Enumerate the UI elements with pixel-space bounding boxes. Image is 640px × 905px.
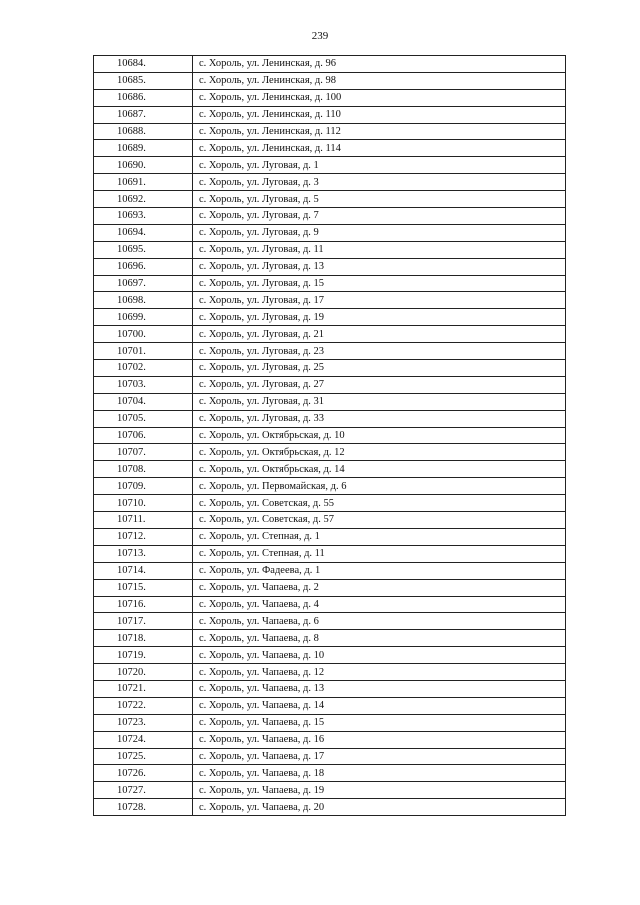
row-number-cell: 10714.: [94, 562, 193, 579]
table-row: [94, 512, 566, 529]
row-number-cell: 10711.: [94, 512, 193, 529]
address-cell: с. Хороль, ул. Луговая, д. 13: [193, 258, 566, 275]
row-number-cell: 10692.: [94, 191, 193, 208]
table-row: [94, 765, 566, 782]
address-cell: с. Хороль, ул. Луговая, д. 31: [193, 393, 566, 410]
row-number-cell: 10684.: [94, 56, 193, 73]
row-number-cell: 10706.: [94, 427, 193, 444]
address-cell: с. Хороль, ул. Чапаева, д. 20: [193, 799, 566, 816]
address-cell: с. Хороль, ул. Луговая, д. 3: [193, 174, 566, 191]
table-row: [94, 478, 566, 495]
page-number: 239: [311, 30, 329, 42]
table-row: [94, 376, 566, 393]
row-number-cell: 10694.: [94, 224, 193, 241]
address-cell: с. Хороль, ул. Чапаева, д. 10: [193, 647, 566, 664]
table-row: [94, 782, 566, 799]
address-cell: с. Хороль, ул. Луговая, д. 7: [193, 208, 566, 225]
address-cell: с. Хороль, ул. Луговая, д. 27: [193, 376, 566, 393]
table-row: [94, 664, 566, 681]
table-row: [94, 630, 566, 647]
table-row: [94, 157, 566, 174]
row-number-cell: 10727.: [94, 782, 193, 799]
row-number-cell: 10715.: [94, 579, 193, 596]
row-number-cell: 10721.: [94, 680, 193, 697]
row-number-cell: 10698.: [94, 292, 193, 309]
address-cell: с. Хороль, ул. Чапаева, д. 17: [193, 748, 566, 765]
table-row: [94, 697, 566, 714]
address-cell: с. Хороль, ул. Луговая, д. 25: [193, 360, 566, 377]
row-number-cell: 10728.: [94, 799, 193, 816]
address-cell: с. Хороль, ул. Степная, д. 1: [193, 528, 566, 545]
address-cell: с. Хороль, ул. Ленинская, д. 100: [193, 89, 566, 106]
table-row: [94, 292, 566, 309]
address-cell: с. Хороль, ул. Советская, д. 57: [193, 512, 566, 529]
row-number-cell: 10713.: [94, 545, 193, 562]
table-row: [94, 596, 566, 613]
address-cell: с. Хороль, ул. Луговая, д. 21: [193, 326, 566, 343]
table-row: [94, 427, 566, 444]
address-table-body: [94, 56, 566, 816]
table-row: [94, 191, 566, 208]
row-number-cell: 10704.: [94, 393, 193, 410]
table-row: [94, 495, 566, 512]
table-row: [94, 799, 566, 816]
row-number-cell: 10726.: [94, 765, 193, 782]
address-cell: с. Хороль, ул. Октябрьская, д. 10: [193, 427, 566, 444]
row-number-cell: 10685.: [94, 72, 193, 89]
row-number-cell: 10701.: [94, 343, 193, 360]
table-row: [94, 309, 566, 326]
table-row: [94, 326, 566, 343]
row-number-cell: 10702.: [94, 360, 193, 377]
table-row: [94, 89, 566, 106]
address-cell: с. Хороль, ул. Ленинская, д. 96: [193, 56, 566, 73]
address-cell: с. Хороль, ул. Луговая, д. 11: [193, 241, 566, 258]
row-number-cell: 10710.: [94, 495, 193, 512]
address-cell: с. Хороль, ул. Советская, д. 55: [193, 495, 566, 512]
row-number-cell: 10705.: [94, 410, 193, 427]
row-number-cell: 10709.: [94, 478, 193, 495]
table-row: [94, 241, 566, 258]
table-row: [94, 545, 566, 562]
row-number-cell: 10688.: [94, 123, 193, 140]
address-cell: с. Хороль, ул. Чапаева, д. 15: [193, 714, 566, 731]
address-cell: с. Хороль, ул. Октябрьская, д. 14: [193, 461, 566, 478]
table-row: [94, 461, 566, 478]
row-number-cell: 10693.: [94, 208, 193, 225]
address-cell: с. Хороль, ул. Чапаева, д. 12: [193, 664, 566, 681]
address-cell: с. Хороль, ул. Ленинская, д. 114: [193, 140, 566, 157]
table-row: [94, 647, 566, 664]
row-number-cell: 10699.: [94, 309, 193, 326]
table-row: [94, 224, 566, 241]
address-cell: с. Хороль, ул. Луговая, д. 23: [193, 343, 566, 360]
table-row: [94, 123, 566, 140]
address-cell: с. Хороль, ул. Луговая, д. 17: [193, 292, 566, 309]
row-number-cell: 10697.: [94, 275, 193, 292]
row-number-cell: 10691.: [94, 174, 193, 191]
table-row: [94, 72, 566, 89]
row-number-cell: 10720.: [94, 664, 193, 681]
row-number-cell: 10703.: [94, 376, 193, 393]
address-cell: с. Хороль, ул. Ленинская, д. 98: [193, 72, 566, 89]
row-number-cell: 10722.: [94, 697, 193, 714]
address-cell: с. Хороль, ул. Ленинская, д. 112: [193, 123, 566, 140]
row-number-cell: 10700.: [94, 326, 193, 343]
address-cell: с. Хороль, ул. Чапаева, д. 13: [193, 680, 566, 697]
address-cell: с. Хороль, ул. Ленинская, д. 110: [193, 106, 566, 123]
table-row: [94, 393, 566, 410]
address-cell: с. Хороль, ул. Чапаева, д. 18: [193, 765, 566, 782]
address-cell: с. Хороль, ул. Луговая, д. 1: [193, 157, 566, 174]
table-row: [94, 343, 566, 360]
row-number-cell: 10696.: [94, 258, 193, 275]
table-row: [94, 444, 566, 461]
table-row: [94, 258, 566, 275]
address-cell: с. Хороль, ул. Луговая, д. 9: [193, 224, 566, 241]
row-number-cell: 10724.: [94, 731, 193, 748]
address-cell: с. Хороль, ул. Луговая, д. 19: [193, 309, 566, 326]
address-cell: с. Хороль, ул. Чапаева, д. 14: [193, 697, 566, 714]
row-number-cell: 10712.: [94, 528, 193, 545]
row-number-cell: 10719.: [94, 647, 193, 664]
table-row: [94, 714, 566, 731]
address-cell: с. Хороль, ул. Чапаева, д. 2: [193, 579, 566, 596]
table-row: [94, 56, 566, 73]
row-number-cell: 10707.: [94, 444, 193, 461]
table-row: [94, 174, 566, 191]
row-number-cell: 10718.: [94, 630, 193, 647]
address-cell: с. Хороль, ул. Первомайская, д. 6: [193, 478, 566, 495]
address-table: [93, 55, 566, 816]
address-cell: с. Хороль, ул. Луговая, д. 33: [193, 410, 566, 427]
row-number-cell: 10695.: [94, 241, 193, 258]
address-cell: с. Хороль, ул. Чапаева, д. 6: [193, 613, 566, 630]
table-row: [94, 208, 566, 225]
row-number-cell: 10686.: [94, 89, 193, 106]
address-cell: с. Хороль, ул. Луговая, д. 5: [193, 191, 566, 208]
table-row: [94, 140, 566, 157]
table-row: [94, 613, 566, 630]
table-row: [94, 106, 566, 123]
table-row: [94, 528, 566, 545]
table-row: [94, 410, 566, 427]
address-cell: с. Хороль, ул. Луговая, д. 15: [193, 275, 566, 292]
row-number-cell: 10690.: [94, 157, 193, 174]
table-row: [94, 360, 566, 377]
address-cell: с. Хороль, ул. Октябрьская, д. 12: [193, 444, 566, 461]
row-number-cell: 10687.: [94, 106, 193, 123]
row-number-cell: 10689.: [94, 140, 193, 157]
table-row: [94, 579, 566, 596]
address-cell: с. Хороль, ул. Чапаева, д. 16: [193, 731, 566, 748]
table-row: [94, 748, 566, 765]
table-row: [94, 680, 566, 697]
table-row: [94, 562, 566, 579]
table-row: [94, 275, 566, 292]
address-cell: с. Хороль, ул. Чапаева, д. 8: [193, 630, 566, 647]
row-number-cell: 10708.: [94, 461, 193, 478]
address-cell: с. Хороль, ул. Степная, д. 11: [193, 545, 566, 562]
address-cell: с. Хороль, ул. Фадеева, д. 1: [193, 562, 566, 579]
row-number-cell: 10725.: [94, 748, 193, 765]
address-cell: с. Хороль, ул. Чапаева, д. 4: [193, 596, 566, 613]
row-number-cell: 10717.: [94, 613, 193, 630]
row-number-cell: 10716.: [94, 596, 193, 613]
address-cell: с. Хороль, ул. Чапаева, д. 19: [193, 782, 566, 799]
table-row: [94, 731, 566, 748]
row-number-cell: 10723.: [94, 714, 193, 731]
